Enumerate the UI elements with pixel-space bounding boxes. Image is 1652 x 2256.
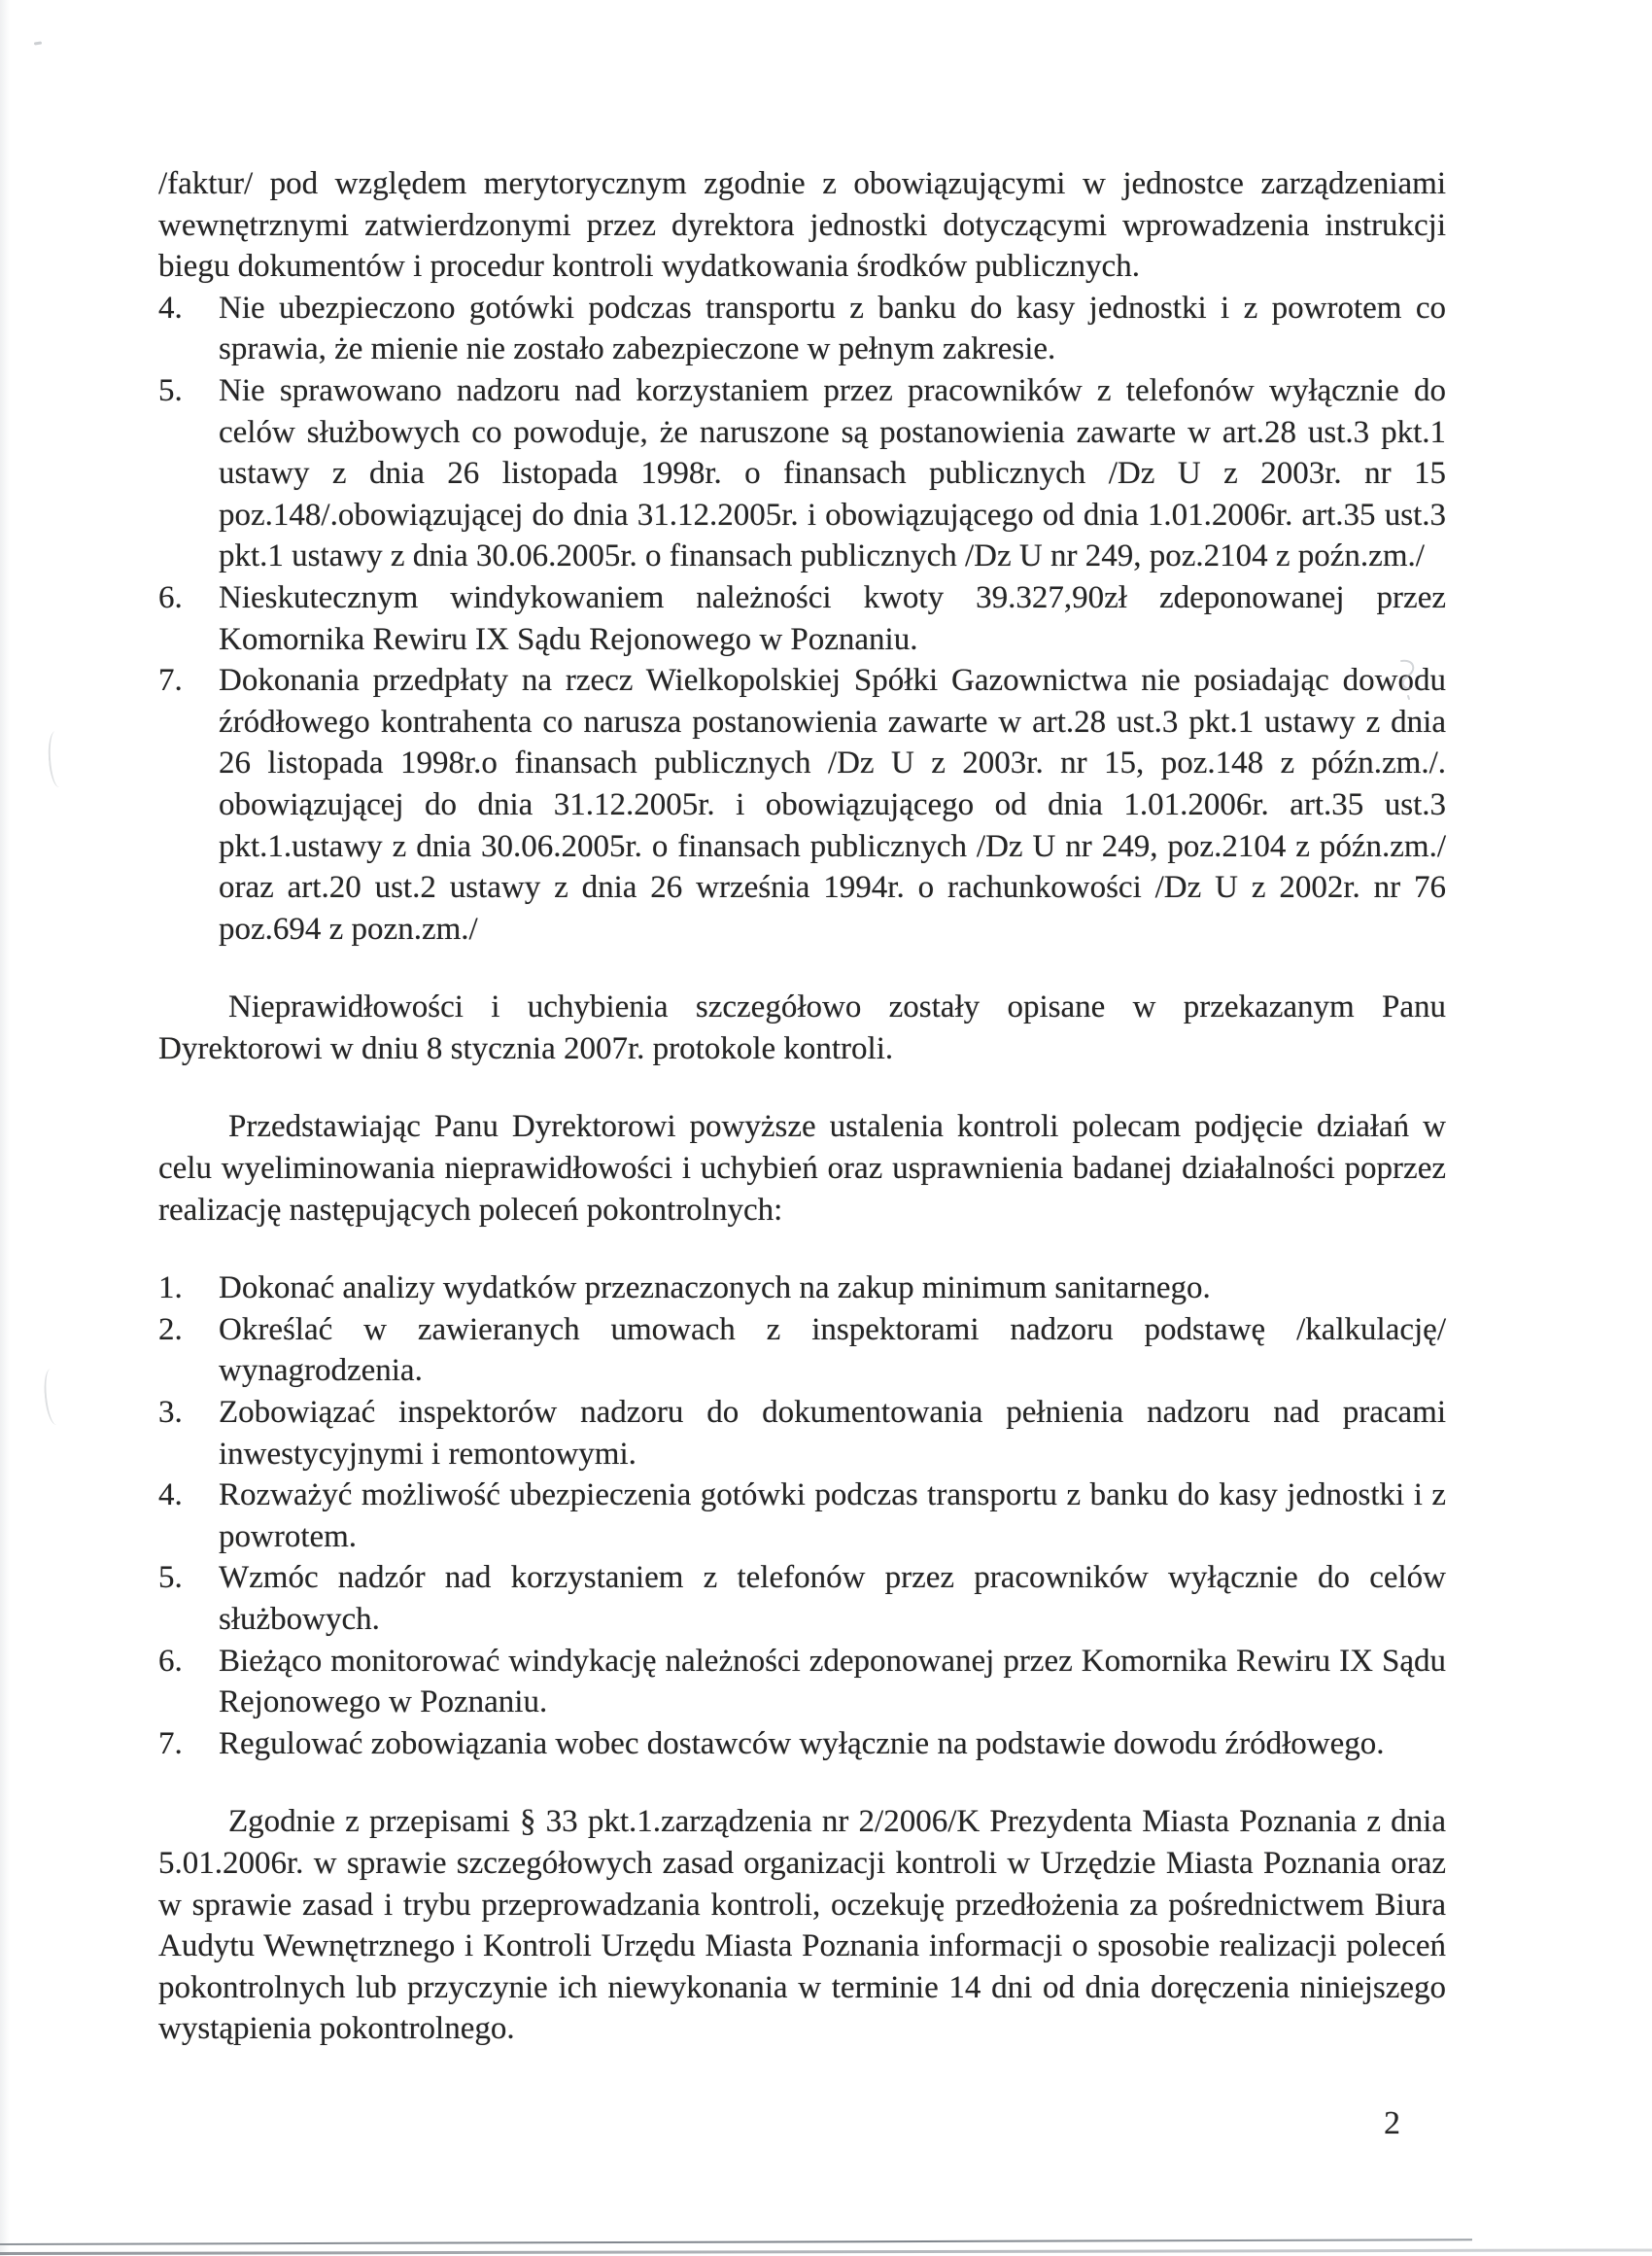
recommendation-item-text: Dokonać analizy wydatków przeznaczonych na zakup minimum sanitarnego.	[219, 1270, 1211, 1306]
finding-item-text: Nie sprawowano nadzoru nad korzystaniem przez pracowników z telefonów wyłącznie do celów służbowych co powoduje, że naruszone są postanowienia zawarte w art.28 ust.3 pkt.1 ustawy z dnia 26 listopada 1998r. o finansach publicznych /Dz U z 2003r. nr 15 poz.148/.obowiązującej do dnia 31.12.2005r. i obowiązującego od dnia 1.01.2006r. art.35 ust.3 pkt.1 ustawy z dnia 30.06.2005r. o finansach publicznych /Dz U nr 249, poz.2104 z poźn.zm./	[219, 372, 1446, 574]
closing-paragraph: Zgodnie z przepisami § 33 pkt.1.zarządzenia nr 2/2006/K Prezydenta Miasta Poznania z dnia 5.01.2006r. w sprawie szczegółowych zasad organizacji kontroli w Urzędzie Miasta Poznania oraz w sprawie zasad i trybu przeprowadzania kontroli, oczekuję przedłożenia za pośrednictwem Biura Audytu Wewnętrznego i Kontroli Urzędu Miasta Poznania informacji o sposobie realizacji poleceń pokontrolnych lub przyczynie ich niewykonania w terminie 14 dni od dnia doręczenia niniejszego wystąpienia pokontrolnego.	[158, 1804, 1446, 2047]
scan-arc-artifact	[42, 1368, 65, 1426]
scan-squiggle-artifact	[1395, 657, 1421, 702]
document-text-block	[158, 163, 1446, 2050]
recommendation-item-4	[158, 1475, 1446, 1557]
finding-item-text: Nieskutecznym windykowaniem należności kwoty 39.327,90zł zdeponowanej przez Komornika Rewiru IX Sądu Rejonowego w Poznaniu.	[219, 579, 1446, 657]
finding-item-number: 6.	[158, 579, 183, 615]
finding-item-text: Dokonania przedpłaty na rzecz Wielkopolskiej Spółki Gazownictwa nie posiadając dowodu źródłowego kontrahenta co narusza postanowienia zawarte w art.28 ust.3 pkt.1 ustawy z dnia 26 listopada 1998r.o finansach publicznych /Dz U z 2003r. nr 15, poz.148 z późn.zm./. obowiązującej do dnia 31.12.2005r. i obowiązującego od dnia 1.01.2006r. art.35 ust.3 pkt.1.ustawy z dnia 30.06.2005r. o finansach publicznych /Dz U nr 249, poz.2104 z późn.zm./ oraz art.20 ust.2 ustawy z dnia 26 września 1994r. o rachunkowości /Dz U z 2002r. nr 76 poz.694 z pozn.zm./	[219, 663, 1446, 947]
finding-item-number: 4.	[158, 290, 183, 326]
recommendation-item-text: Określać w zawieranych umowach z inspektorami nadzoru podstawę /kalkulację/ wynagrodzenia.	[219, 1311, 1446, 1389]
recommendation-item-3	[158, 1392, 1446, 1475]
scan-speck-artifact	[34, 41, 42, 45]
finding-item-number: 7.	[158, 663, 183, 699]
finding-item-4	[158, 288, 1446, 370]
recommendation-item-1	[158, 1267, 1446, 1309]
scan-edge-line	[0, 2248, 1652, 2255]
finding-item-text: Nie ubezpieczono gotówki podczas transportu z banku do kasy jednostki i z powrotem co sprawia, że mienie nie zostało zabezpieczone w pełnym zakresie.	[219, 290, 1446, 367]
recommendation-item-number: 6.	[158, 1643, 183, 1679]
recommendation-item-text: Wzmóc nadzór nad korzystaniem z telefonów przez pracowników wyłącznie do celów służbowych.	[219, 1560, 1446, 1637]
recommendation-item-number: 7.	[158, 1725, 183, 1761]
recommendation-item-number: 4.	[158, 1477, 183, 1513]
finding-item-7	[158, 660, 1446, 950]
recommendation-item-6	[158, 1641, 1446, 1723]
recommendation-item-number: 2.	[158, 1311, 183, 1347]
recommendation-item-text: Bieżąco monitorować windykację należności zdeponowanej przez Komornika Rewiru IX Sądu Rejonowego w Poznaniu.	[219, 1643, 1446, 1720]
summary-paragraph: Nieprawidłowości i uchybienia szczegółowo zostały opisane w przekazanym Panu Dyrektorowi w dniu 8 stycznia 2007r. protokole kontroli.	[158, 989, 1446, 1066]
recommendation-item-7	[158, 1723, 1446, 1765]
finding-item-number: 5.	[158, 372, 183, 408]
recommendation-item-text: Regulować zobowiązania wobec dostawców wyłącznie na podstawie dowodu źródłowego.	[219, 1725, 1385, 1761]
recommendations-list	[158, 1267, 1446, 1764]
findings-list	[158, 288, 1446, 951]
scan-arc-artifact	[47, 730, 68, 787]
recommendation-item-number: 5.	[158, 1560, 183, 1596]
finding-item-5	[158, 370, 1446, 577]
recommendation-item-5	[158, 1557, 1446, 1640]
recommendation-item-number: 3.	[158, 1395, 183, 1431]
recommendation-item-text: Rozważyć możliwość ubezpieczenia gotówki podczas transportu z banku do kasy jednostki i z powrotem.	[219, 1477, 1446, 1554]
finding-3-continuation-paragraph: /faktur/ pod względem merytorycznym zgodnie z obowiązującymi w jednostce zarządzeniami wewnętrznymi zatwierdzonymi przez dyrektora jednostki dotyczącymi wprowadzenia instrukcji biegu dokumentów i procedur kontroli wydatkowania środków publicznych.	[158, 166, 1446, 285]
scan-edge-line	[0, 2239, 1472, 2245]
finding-item-6	[158, 577, 1446, 660]
recommendation-item-2	[158, 1309, 1446, 1392]
recommendation-item-number: 1.	[158, 1270, 183, 1306]
page-number: 2	[1384, 2105, 1400, 2141]
introduction-paragraph: Przedstawiając Panu Dyrektorowi powyższe ustalenia kontroli polecam podjęcie działań w celu wyeliminowania nieprawidłowości i uchybień oraz usprawnienia badanej działalności poprzez realizację następujących poleceń pokontrolnych:	[158, 1109, 1446, 1228]
recommendation-item-text: Zobowiązać inspektorów nadzoru do dokumentowania pełnienia nadzoru nad pracami inwestycyjnymi i remontowymi.	[219, 1395, 1446, 1472]
